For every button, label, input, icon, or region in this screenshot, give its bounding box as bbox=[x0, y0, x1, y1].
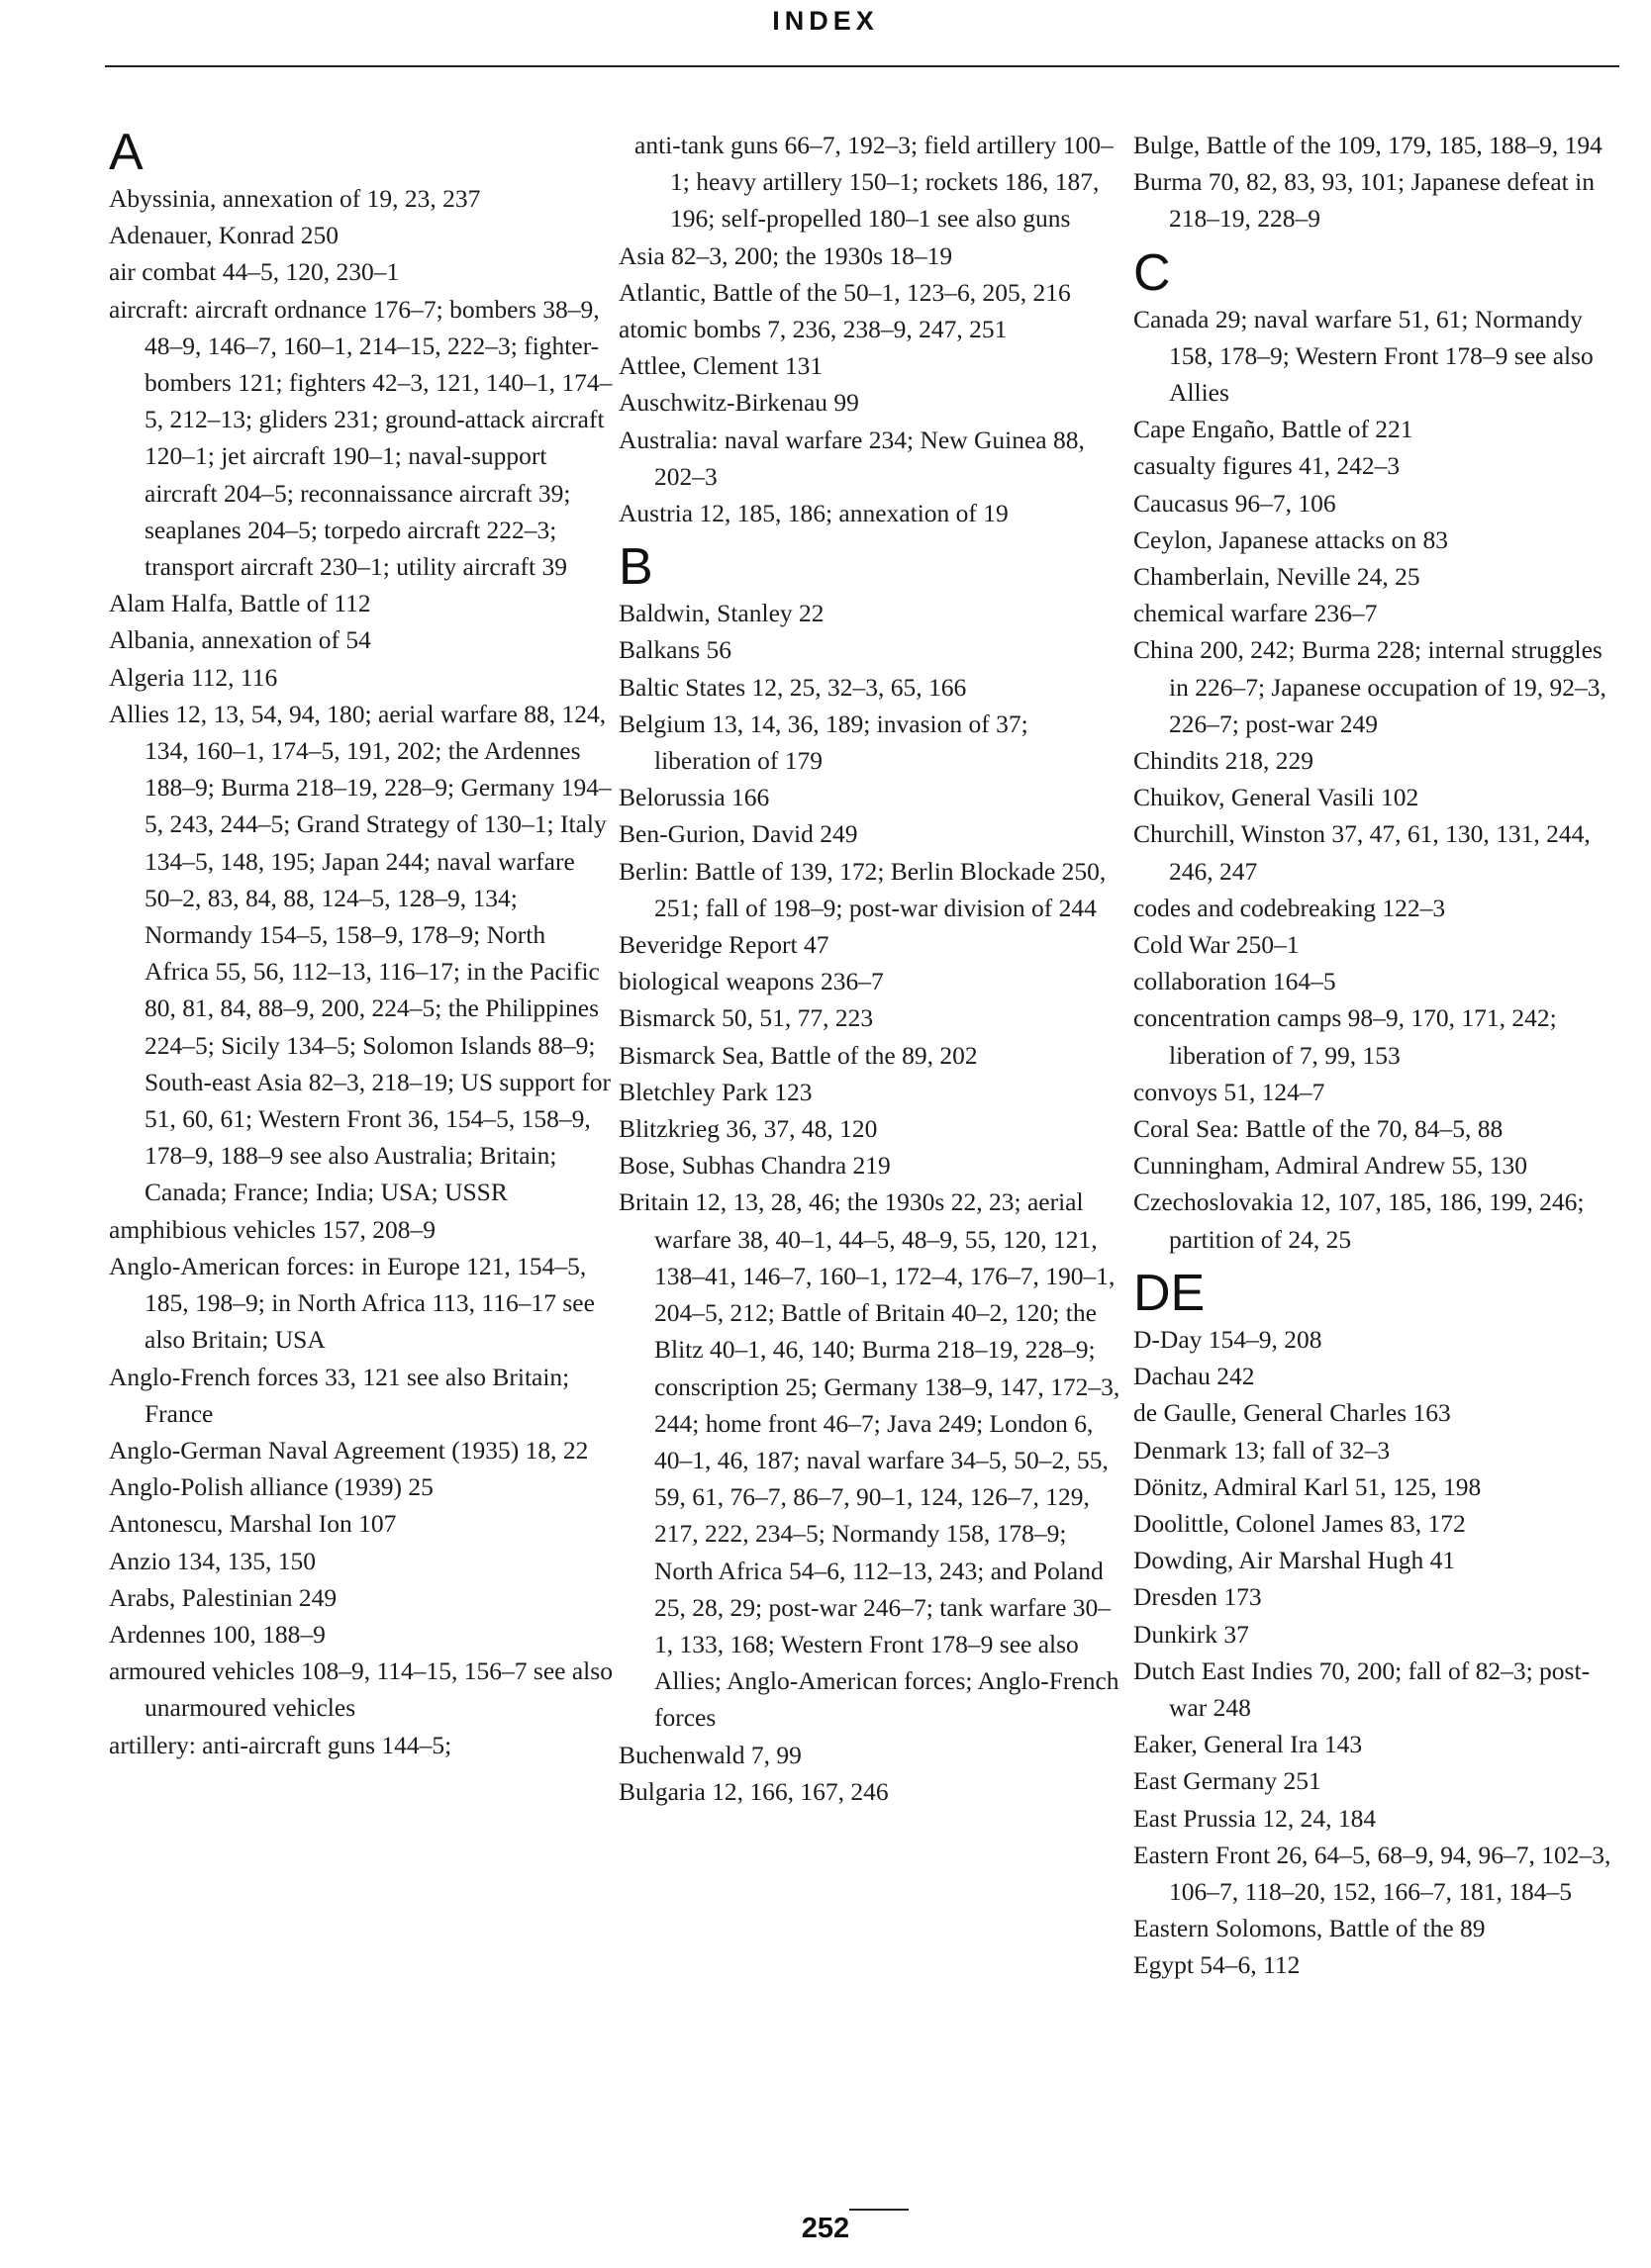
index-entry: artillery: anti-aircraft guns 144–5; bbox=[109, 1730, 452, 1759]
index-entry: Chindits 218, 229 bbox=[1133, 746, 1314, 776]
header-rule bbox=[105, 65, 1619, 67]
index-entry: air combat 44–5, 120, 230–1 bbox=[109, 257, 400, 287]
index-column-2 bbox=[619, 127, 1123, 1810]
running-header: INDEX bbox=[772, 6, 879, 36]
index-entry: Austria 12, 185, 186; annexation of 19 bbox=[619, 499, 1009, 528]
index-entry: aircraft: aircraft ordnance 176–7; bombers 38–9, 48–9, 146–7, 160–1, 214–15, 222–3; fighter-bombers 121; fighters 42–3, 121, 140–1, 174–5, 212–13; gliders 231; ground-attack aircraft 120–1; jet aircraft 190–1; naval-support aircraft 204–5; reconnaissance aircraft 39; seaplanes 204–5; torpedo aircraft 222–3; transport aircraft 230–1; utility aircraft 39 bbox=[109, 294, 613, 582]
index-entry: Ardennes 100, 188–9 bbox=[109, 1619, 326, 1649]
index-entry: Eastern Solomons, Battle of the 89 bbox=[1133, 1914, 1486, 1943]
index-entry: Coral Sea: Battle of the 70, 84–5, 88 bbox=[1133, 1114, 1504, 1144]
index-entry: Belgium 13, 14, 36, 189; invasion of 37; liberation of 179 bbox=[619, 709, 1028, 776]
index-entry: Chamberlain, Neville 24, 25 bbox=[1133, 562, 1420, 592]
section-letter: A bbox=[109, 124, 144, 181]
index-entry: Dutch East Indies 70, 200; fall of 82–3; post-war 248 bbox=[1133, 1655, 1591, 1722]
index-entry: chemical warfare 236–7 bbox=[1133, 599, 1378, 628]
index-entry: codes and codebreaking 122–3 bbox=[1133, 893, 1446, 922]
index-entry: Asia 82–3, 200; the 1930s 18–19 bbox=[619, 240, 953, 270]
index-entry: Arabs, Palestinian 249 bbox=[109, 1582, 338, 1612]
index-entry: Britain 12, 13, 28, 46; the 1930s 22, 23; aerial warfare 38, 40–1, 44–5, 48–9, 55, 120, 121, 138–41, 146–7, 160–1, 172–4, 176–7, 190–1, 204–5, 212; Battle of Britain 40–2, 120; the Blitz 40–1, 46, 140; Burma 218–19, 228–9; conscription 25; Germany 138–9, 147, 172–3, 244; home front 46–7; Java 249; London 6, 40–1, 46, 187; naval warfare 34–5, 50–2, 55, 59, 61, 76–7, 86–7, 90–1, 124, 126–7, 129, 217, 222, 234–5; Normandy 158, 178–9; North Africa 54–6, 112–13, 243; and Poland 25, 28, 29; post-war 246–7; tank warfare 30–1, 133, 168; Western Front 178–9 see also Allies; Anglo-American forces; Anglo-French forces bbox=[619, 1187, 1120, 1733]
index-entry: Blitzkrieg 36, 37, 48, 120 bbox=[619, 1114, 878, 1144]
index-entry: collaboration 164–5 bbox=[1133, 967, 1336, 996]
index-entry: Algeria 112, 116 bbox=[109, 662, 278, 692]
index-entry: Caucasus 96–7, 106 bbox=[1133, 488, 1336, 518]
index-entry: Denmark 13; fall of 32–3 bbox=[1133, 1435, 1391, 1465]
index-entry: Bismarck Sea, Battle of the 89, 202 bbox=[619, 1040, 978, 1070]
index-entry: Eaker, General Ira 143 bbox=[1133, 1730, 1363, 1759]
index-entry: Doolittle, Colonel James 83, 172 bbox=[1133, 1508, 1466, 1538]
index-entry: Dowding, Air Marshal Hugh 41 bbox=[1133, 1546, 1456, 1575]
index-entry-continued: anti-tank guns 66–7, 192–3; field artillery 100–1; heavy artillery 150–1; rockets 186, 187, 196; self-propelled 180–1 see also guns bbox=[634, 131, 1114, 234]
index-entry: Dachau 242 bbox=[1133, 1362, 1255, 1391]
index-entry: Albania, annexation of 54 bbox=[109, 625, 371, 655]
index-entry: Baltic States 12, 25, 32–3, 65, 166 bbox=[619, 672, 967, 702]
index-entry: Czechoslovakia 12, 107, 185, 186, 199, 246; partition of 24, 25 bbox=[1133, 1187, 1585, 1254]
index-entry: Bulgaria 12, 166, 167, 246 bbox=[619, 1776, 889, 1806]
section-letter: DE bbox=[1133, 1264, 1206, 1322]
index-entry: concentration camps 98–9, 170, 171, 242; liberation of 7, 99, 153 bbox=[1133, 1003, 1557, 1070]
index-entry: Chuikov, General Vasili 102 bbox=[1133, 783, 1419, 812]
index-entry: Ceylon, Japanese attacks on 83 bbox=[1133, 524, 1448, 554]
section-letter: C bbox=[1133, 243, 1171, 302]
index-entry: Berlin: Battle of 139, 172; Berlin Blockade 250, 251; fall of 198–9; post-war division of 244 bbox=[619, 856, 1107, 922]
index-entry: Beveridge Report 47 bbox=[619, 930, 829, 960]
index-entry: Anglo-French forces 33, 121 see also Britain; France bbox=[109, 1362, 570, 1428]
index-entry: biological weapons 236–7 bbox=[619, 967, 884, 996]
index-entry: Anglo-Polish alliance (1939) 25 bbox=[109, 1472, 434, 1502]
index-entry: Bletchley Park 123 bbox=[619, 1077, 813, 1106]
index-entry: Alam Halfa, Battle of 112 bbox=[109, 589, 371, 618]
index-entry: Antonescu, Marshal Ion 107 bbox=[109, 1509, 397, 1539]
index-entry: Auschwitz-Birkenau 99 bbox=[619, 388, 859, 418]
index-entry: Canada 29; naval warfare 51, 61; Normandy 158, 178–9; Western Front 178–9 see also Allies bbox=[1133, 304, 1594, 408]
index-entry: Cunningham, Admiral Andrew 55, 130 bbox=[1133, 1151, 1528, 1181]
index-entry: de Gaulle, General Charles 163 bbox=[1133, 1398, 1451, 1428]
index-entry: Burma 70, 82, 83, 93, 101; Japanese defeat in 218–19, 228–9 bbox=[1133, 167, 1595, 234]
index-entry: Allies 12, 13, 54, 94, 180; aerial warfare 88, 124, 134, 160–1, 174–5, 191, 202; the Ardennes 188–9; Burma 218–19, 228–9; Germany 194–5, 243, 244–5; Grand Strategy of 130–1; Italy 134–5, 148, 195; Japan 244; naval warfare 50–2, 83, 84, 88, 124–5, 128–9, 134; Normandy 154–5, 158–9, 178–9; North Africa 55, 56, 112–13, 116–17; in the Pacific 80, 81, 84, 88–9, 200, 224–5; the Philippines 224–5; Sicily 134–5; Solomon Islands 88–9; South-east Asia 82–3, 218–19; US support for 51, 60, 61; Western Front 36, 154–5, 158–9, 178–9, 188–9 see also Australia; Britain; Canada; France; India; USA; USSR bbox=[109, 699, 612, 1207]
index-entry: Bose, Subhas Chandra 219 bbox=[619, 1151, 891, 1181]
folio-rule bbox=[849, 2209, 909, 2211]
index-entry: Cold War 250–1 bbox=[1133, 930, 1300, 960]
index-entry: Baldwin, Stanley 22 bbox=[619, 599, 825, 628]
index-entry: Cape Engaño, Battle of 221 bbox=[1133, 415, 1413, 444]
index-entry: Churchill, Winston 37, 47, 61, 130, 131, 244, 246, 247 bbox=[1133, 819, 1591, 886]
index-entry: East Germany 251 bbox=[1133, 1766, 1321, 1796]
index-entry: amphibious vehicles 157, 208–9 bbox=[109, 1214, 437, 1244]
index-entry: Atlantic, Battle of the 50–1, 123–6, 205, 216 bbox=[619, 277, 1071, 307]
index-entry: Australia: naval warfare 234; New Guinea 88, 202–3 bbox=[619, 425, 1085, 491]
index-entry: Anglo-German Naval Agreement (1935) 18, 22 bbox=[109, 1435, 589, 1465]
index-entry: Ben-Gurion, David 249 bbox=[619, 819, 858, 849]
index-entry: East Prussia 12, 24, 184 bbox=[1133, 1803, 1377, 1833]
index-entry: Anglo-American forces: in Europe 121, 154–5, 185, 198–9; in North Africa 113, 116–17 see also Britain; USA bbox=[109, 1251, 595, 1355]
index-entry: Abyssinia, annexation of 19, 23, 237 bbox=[109, 184, 481, 213]
index-entry: Dönitz, Admiral Karl 51, 125, 198 bbox=[1133, 1471, 1482, 1501]
index-entry: Anzio 134, 135, 150 bbox=[109, 1546, 316, 1575]
index-entry: Egypt 54–6, 112 bbox=[1133, 1950, 1301, 1980]
index-entry: China 200, 242; Burma 228; internal struggles in 226–7; Japanese occupation of 19, 92–3, 226–7; post-war 249 bbox=[1133, 635, 1606, 738]
index-column-1 bbox=[109, 124, 614, 1763]
index-column-3 bbox=[1133, 127, 1618, 1984]
index-entry: casualty figures 41, 242–3 bbox=[1133, 451, 1401, 481]
index-entry: Belorussia 166 bbox=[619, 783, 770, 812]
index-entry: Bulge, Battle of the 109, 179, 185, 188–9, 194 bbox=[1133, 131, 1602, 159]
index-entry: Eastern Front 26, 64–5, 68–9, 94, 96–7, 102–3, 106–7, 118–20, 152, 166–7, 181, 184–5 bbox=[1133, 1840, 1611, 1906]
index-entry: Bismarck 50, 51, 77, 223 bbox=[619, 1003, 874, 1033]
index-entry: Buchenwald 7, 99 bbox=[619, 1740, 802, 1769]
index-entry: Dunkirk 37 bbox=[1133, 1619, 1249, 1649]
index-entry: atomic bombs 7, 236, 238–9, 247, 251 bbox=[619, 315, 1008, 344]
index-entry: D-Day 154–9, 208 bbox=[1133, 1324, 1322, 1354]
page-number: 252 bbox=[801, 2213, 850, 2244]
index-entry: Dresden 173 bbox=[1133, 1582, 1262, 1612]
index-entry: Adenauer, Konrad 250 bbox=[109, 221, 339, 250]
index-entry: Balkans 56 bbox=[619, 635, 732, 665]
index-entry: Attlee, Clement 131 bbox=[619, 351, 824, 381]
section-letter: B bbox=[619, 538, 653, 597]
index-entry: convoys 51, 124–7 bbox=[1133, 1077, 1325, 1106]
index-entry: armoured vehicles 108–9, 114–15, 156–7 see also unarmoured vehicles bbox=[109, 1656, 613, 1723]
